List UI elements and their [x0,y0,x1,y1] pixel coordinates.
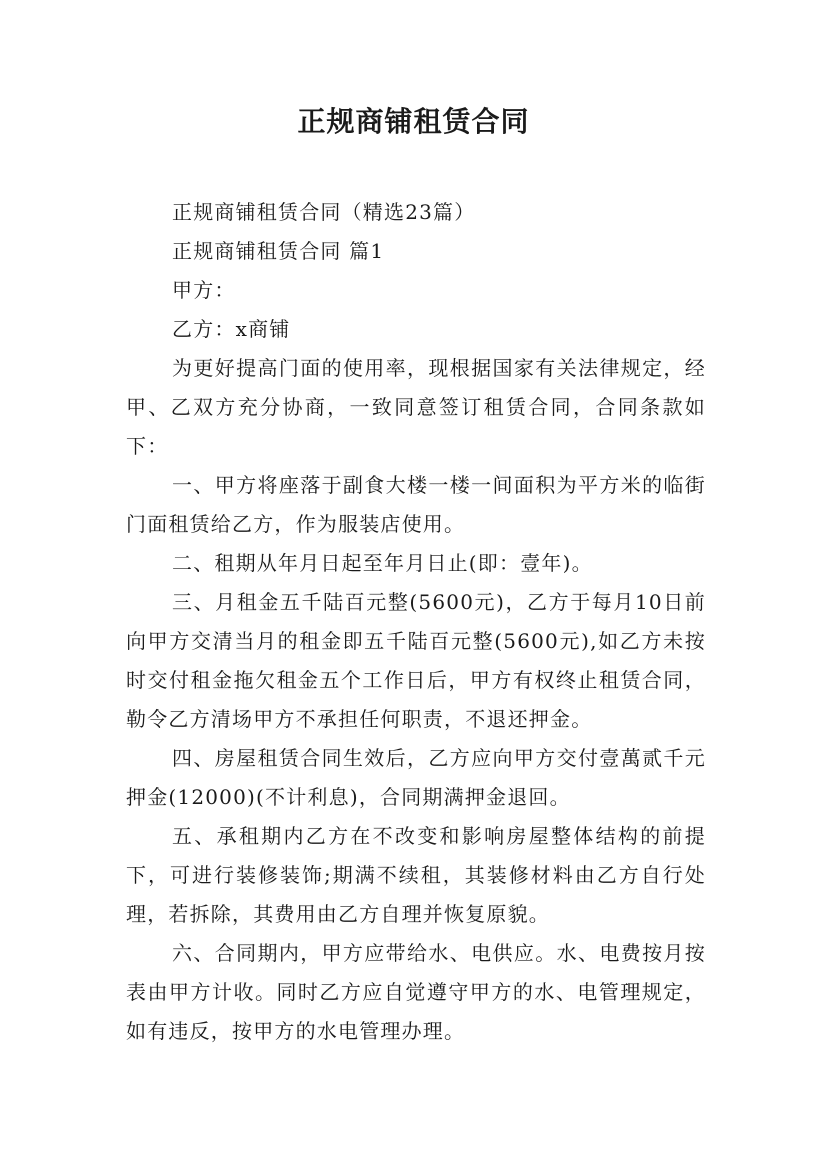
paragraph-clause-1: 一、甲方将座落于副食大楼一楼一间面积为平方米的临街门面租赁给乙方，作为服装店使用。 [126,473,706,536]
paragraph-party-a: 甲方： [172,278,236,302]
paragraph-clause-5: 五、承租期内乙方在不改变和影响房屋整体结构的前提下，可进行装修装饰;期满不续租，其装修材料由乙方自行处理，若拆除，其费用由乙方自理并恢复原貌。 [126,824,706,926]
paragraph-subtitle: 正规商铺租赁合同（精选23篇） [172,200,476,224]
document-title: 正规商铺租赁合同 [297,105,530,138]
paragraph-party-b: 乙方：x商铺 [172,317,291,341]
paragraph-preamble: 为更好提高门面的使用率，现根据国家有关法律规定，经甲、乙双方充分协商，一致同意签订租赁合同，合同条款如下： [126,356,706,458]
paragraph-clause-4: 四、房屋租赁合同生效后，乙方应向甲方交付壹萬贰千元押金(12000)(不计利息)，合同期满押金退回。 [126,746,706,809]
paragraph-clause-2: 二、租期从年月日起至年月日止(即：壹年)。 [172,551,593,575]
paragraph-section-heading: 正规商铺租赁合同 篇1 [172,239,385,263]
paragraph-clause-3: 三、月租金五千陆百元整(5600元)，乙方于每月10日前向甲方交清当月的租金即五千陆百元整(5600元),如乙方未按时交付租金拖欠租金五个工作日后，甲方有权终止租赁合同，勒令乙方清场甲方不承担任何职责，不退还押金。 [126,590,706,731]
paragraph-clause-6: 六、合同期内，甲方应带给水、电供应。水、电费按月按表由甲方计收。同时乙方应自觉遵守甲方的水、电管理规定，如有违反，按甲方的水电管理办理。 [126,941,706,1043]
document-body [126,193,706,1051]
